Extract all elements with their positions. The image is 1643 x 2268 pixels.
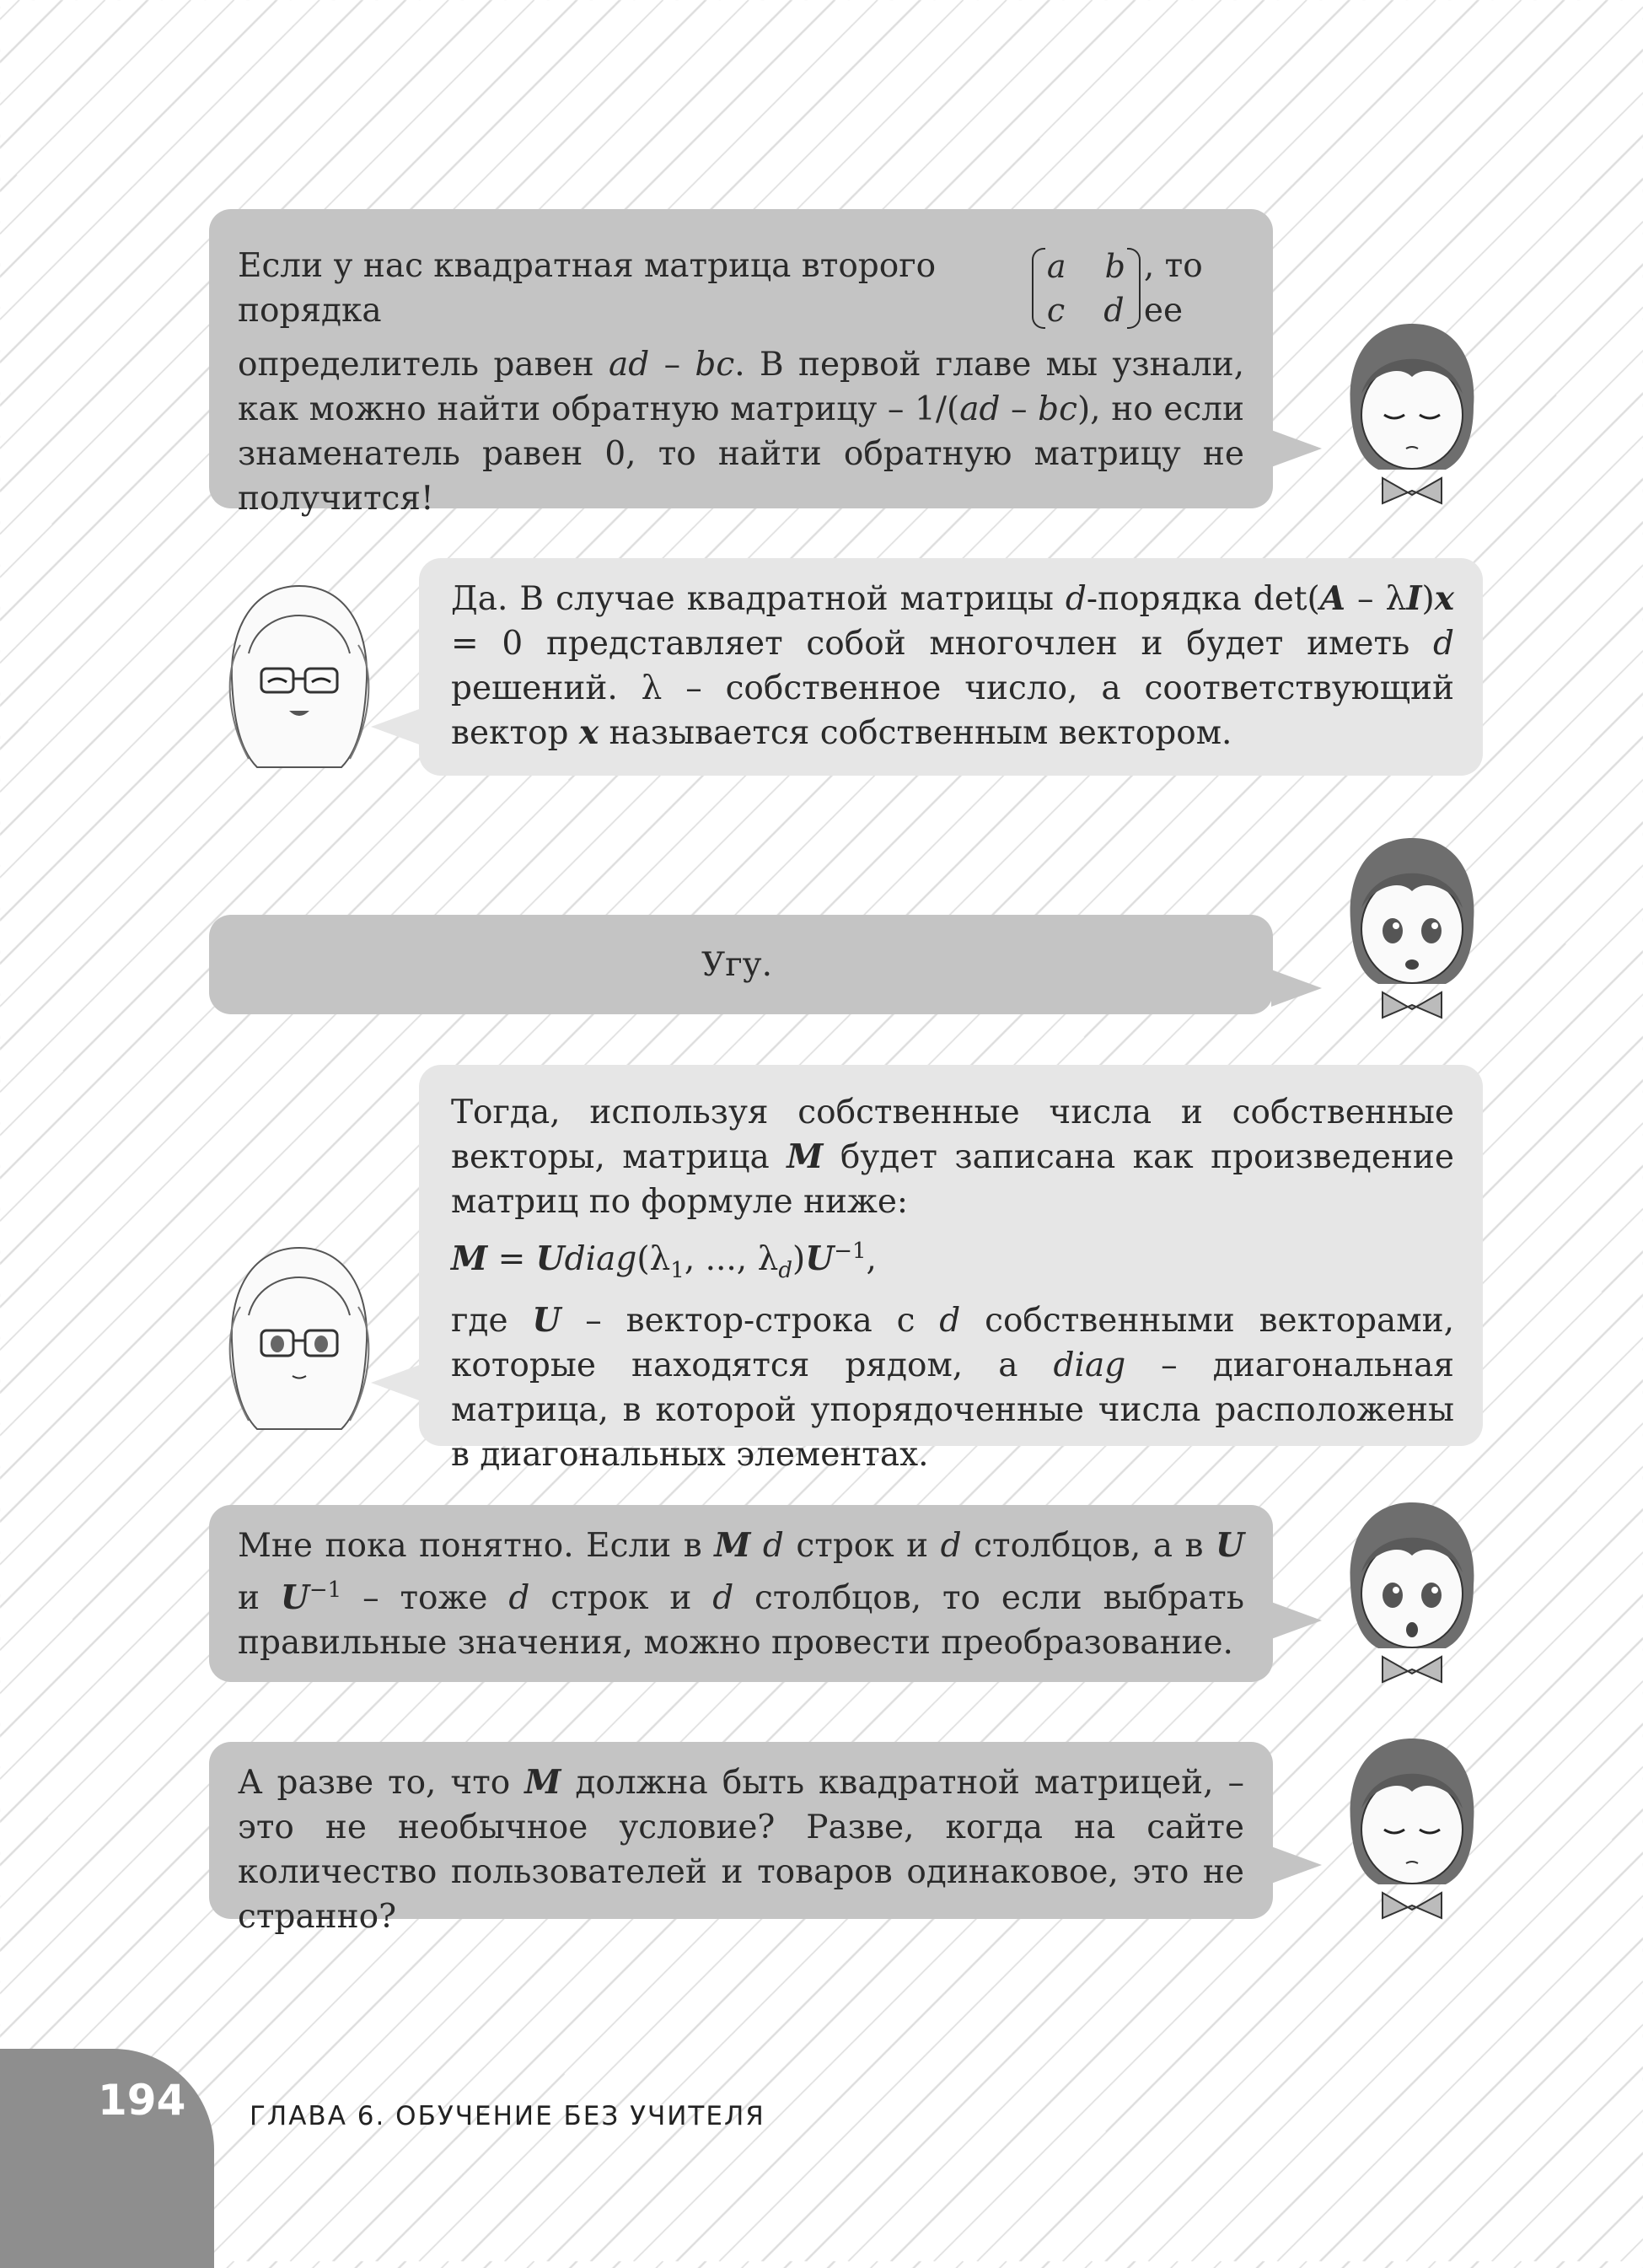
bubble-5-tail	[1271, 1602, 1322, 1639]
glasses-girl-happy-avatar	[215, 578, 384, 771]
speech-bubble-2	[419, 558, 1483, 776]
bubble-4-text-a: Тогда, используя собственные числа и собственные векторы, матрица M будет записана как произведение матриц по формуле ниже:	[451, 1094, 1455, 1221]
girl-curious-avatar	[1332, 828, 1492, 1022]
speech-bubble-5	[209, 1505, 1273, 1682]
girl-surprised-avatar	[1332, 1492, 1492, 1686]
glasses-girl-smiling-avatar	[215, 1239, 384, 1438]
speech-bubble-1	[209, 209, 1273, 518]
bubble-1-line-1: Если у нас квадратная матрица второго порядка a b c d , то ее	[238, 241, 1244, 336]
bubble-5-text: Мне пока понятно. Если в M d строк и d столбцов, а в U и $U^{-1}$ – тоже d строк и d столбцов, то если выбрать правильные значения, можно провести преобразование.	[238, 1526, 1244, 1662]
bubble-1-text: определитель равен ad – bc. В первой главе мы узнали, как можно найти обратную матрицу – 1/(ad – bc), но если знаменатель равен 0, то найти обратную матрицу не получится!	[238, 346, 1245, 518]
page-number: 194	[98, 2076, 186, 2125]
matrix-2x2: a b c d	[1032, 245, 1141, 332]
bubble-1-tail	[1271, 430, 1322, 467]
bubble-3-text: Угу.	[701, 945, 772, 984]
bubble-3-tail	[1271, 970, 1322, 1007]
bubble-6-tail	[1271, 1846, 1322, 1884]
bubble-4-formula: $M = Udiag(\lambda_1$, ..., $\lambda_d)U^{-1}$,	[451, 1239, 877, 1283]
bubble-6-text: А разве то, что M должна быть квадратной матрицей, – это не необычное условие? Разве, когда на сайте количество пользователей и товаров одинаковое, это не странно?	[238, 1763, 1244, 1936]
bubble-2-text: Да. В случае квадратной матрицы d-порядка det(A – λI)x = 0 представляет собой многочлен и будет иметь d решений. λ – собственное число, а соответствующий вектор x называется собственным вектором.	[451, 579, 1454, 752]
chapter-title: ГЛАВА 6. ОБУЧЕНИЕ БЕЗ УЧИТЕЛЯ	[250, 2101, 765, 2131]
speech-bubble-6	[209, 1742, 1273, 1936]
girl-sleepy-avatar	[1332, 314, 1492, 508]
bubble-4-text-b: где U – вектор-строка с d собственными векторами, которые находятся рядом, а diag – диагональная матрица, в которой упорядоченные числа расположены в диагональных элементах.	[451, 1300, 1454, 1474]
speech-bubble-3	[209, 915, 1273, 1014]
girl-doubtful-avatar	[1332, 1728, 1492, 1922]
speech-bubble-4	[419, 1065, 1483, 1474]
